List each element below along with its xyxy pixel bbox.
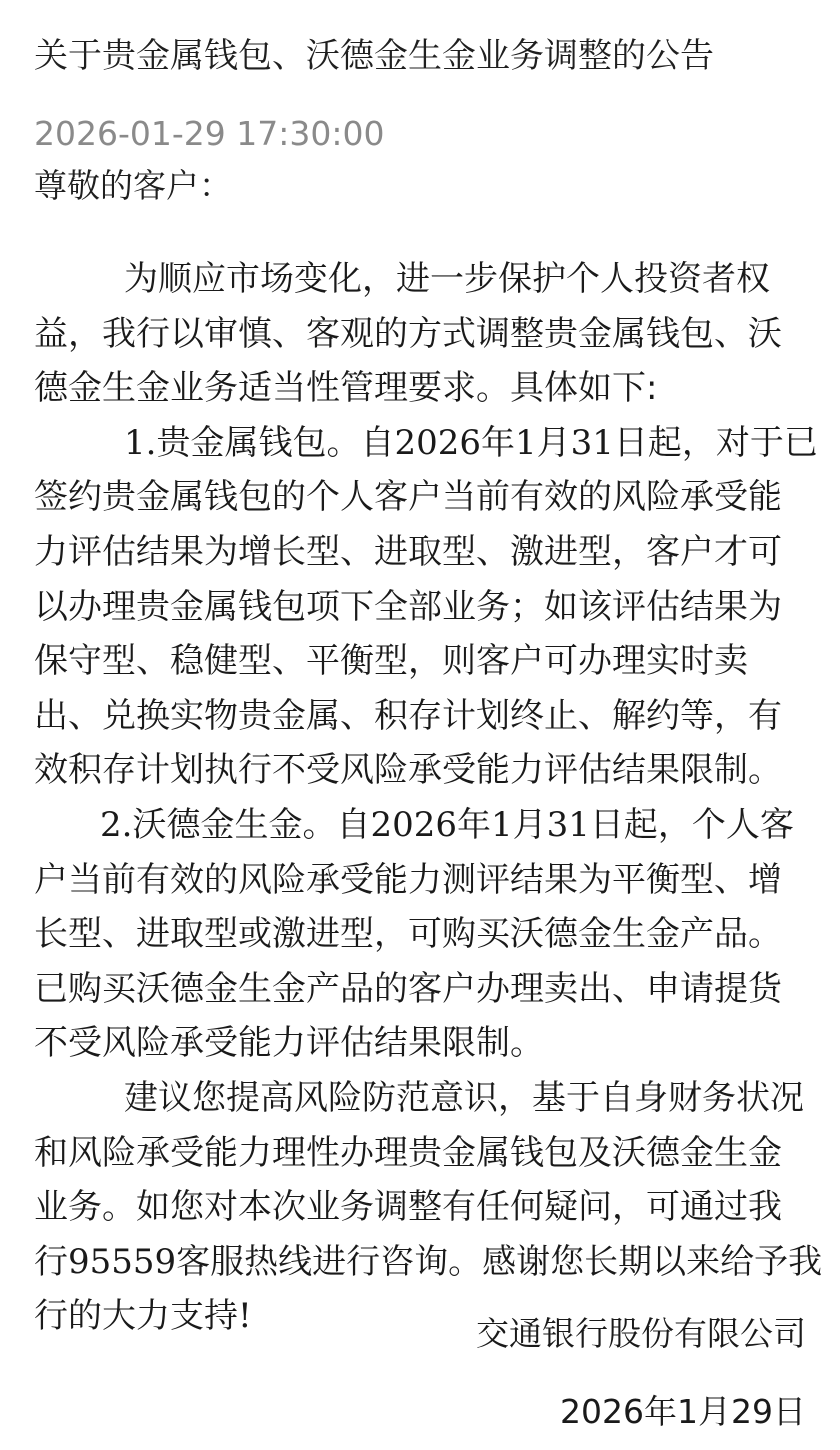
paragraph-line: 以办理贵金属钱包项下全部业务；如该评估结果为 (34, 586, 782, 627)
paragraph-line: 效积存计划执行不受风险承受能力评估结果限制。 (34, 750, 782, 791)
paragraph-line: 不受风险承受能力评估结果限制。 (34, 1023, 544, 1064)
paragraph-intro (34, 252, 814, 416)
paragraph-closing (34, 1071, 823, 1344)
paragraph-line: 2.沃德金生金。自2026年1月31日起，个人客 (100, 804, 794, 845)
paragraph-item-1 (34, 416, 818, 798)
paragraph-line: 行95559客服热线进行咨询。感谢您长期以来给予我 (34, 1241, 823, 1282)
paragraph-line: 签约贵金属钱包的个人客户当前有效的风险承受能 (34, 477, 782, 518)
paragraph-line: 户当前有效的风险承受能力测评结果为平衡型、增 (34, 859, 782, 900)
paragraph-line: 已购买沃德金生金产品的客户办理卖出、申请提货 (34, 968, 782, 1009)
notice-body (34, 252, 823, 1344)
paragraph-line: 为顺应市场变化，进一步保护个人投资者权 (124, 259, 770, 299)
paragraph-line: 1.贵金属钱包。自2026年1月31日起，对于已 (124, 422, 818, 463)
paragraph-line: 长型、进取型或激进型，可购买沃德金生金产品。 (34, 914, 782, 955)
issuer-signature: 交通银行股份有限公司 (476, 1314, 806, 1353)
paragraph-item-2 (34, 798, 814, 1071)
paragraph-line: 业务。如您对本次业务调整有任何疑问，可通过我 (34, 1187, 782, 1228)
paragraph-line: 出、兑换实物贵金属、积存计划终止、解约等，有 (34, 695, 782, 736)
paragraph-line: 和风险承受能力理性办理贵金属钱包及沃德金生金 (34, 1132, 782, 1173)
publish-timestamp: 2026-01-29 17:30:00 (34, 114, 385, 153)
paragraph-line: 保守型、稳健型、平衡型，则客户可办理实时卖 (34, 641, 748, 682)
paragraph-line: 德金生金业务适当性管理要求。具体如下: (34, 368, 658, 409)
paragraph-line: 益，我行以审慎、客观的方式调整贵金属钱包、沃 (34, 313, 782, 354)
salutation: 尊敬的客户： (34, 166, 232, 205)
paragraph-line: 力评估结果为增长型、进取型、激进型，客户才可 (34, 531, 782, 572)
paragraph-line: 建议您提高风险防范意识，基于自身财务状况 (124, 1077, 804, 1118)
paragraph-line: 行的大力支持! (34, 1296, 252, 1337)
notice-title: 关于贵金属钱包、沃德金生金业务调整的公告 (34, 36, 714, 76)
issue-date: 2026年1月29日 (560, 1392, 806, 1431)
